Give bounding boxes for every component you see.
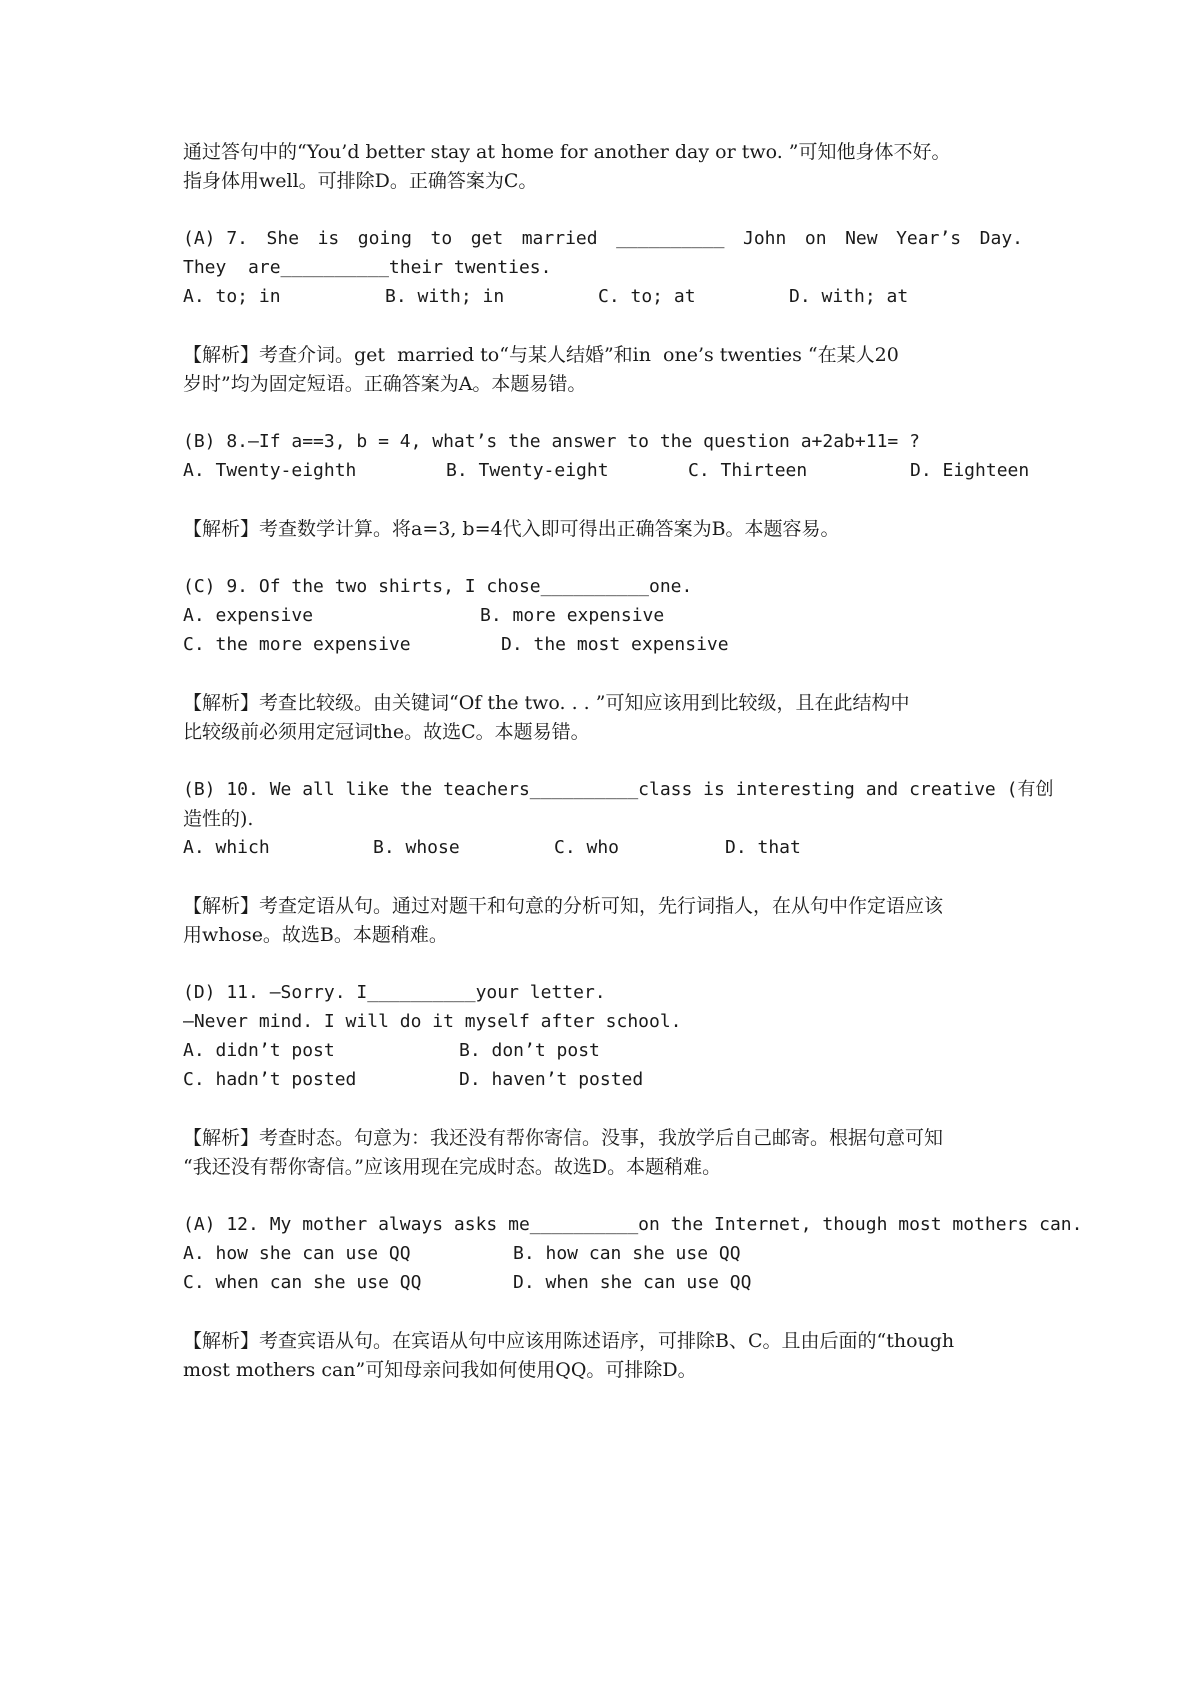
option-d: D. when she can use QQ — [513, 1272, 752, 1293]
option-b: B. don’t post — [459, 1040, 600, 1061]
option-b: B. with; in — [385, 286, 505, 307]
option-d: D. the most expensive — [501, 634, 729, 655]
q7-word: New — [845, 228, 878, 249]
question-11-line-2: —Never mind. I will do it myself after school. — [183, 1011, 682, 1032]
option-b: B. whose — [373, 837, 460, 858]
option-b: B. more expensive — [480, 605, 665, 626]
q7-word: going — [357, 228, 412, 249]
question-9-analysis-2: 比较级前必须用定冠词the。故选C。本题易错。 — [183, 721, 590, 743]
q7-word: __________ — [616, 228, 725, 249]
question-12-analysis-1: 【解析】考查宾语从句。在宾语从句中应该用陈述语序，可排除B、C。且由后面的“though — [183, 1330, 955, 1352]
q7-word: John — [742, 228, 787, 249]
question-8-options — [183, 459, 1030, 483]
q7-word: is — [317, 228, 340, 249]
intro-line-1: 通过答句中的“You’d better stay at home for another day or two. ”可知他身体不好。 — [183, 141, 951, 163]
option-c: C. hadn’t posted — [183, 1069, 357, 1090]
question-8-analysis-1: 【解析】考查数学计算。将a=3, b=4代入即可得出正确答案为B。本题容易。 — [183, 518, 840, 540]
question-10-options — [183, 836, 1023, 860]
q7-word: married — [521, 228, 598, 249]
question-10-analysis-2: 用whose。故选B。本题稍难。 — [183, 924, 448, 946]
q7-word: (A) 7. — [183, 228, 249, 249]
q7-word: Day. — [979, 228, 1023, 249]
question-12-options-row-2 — [183, 1271, 1023, 1295]
question-9-analysis-1: 【解析】考查比较级。由关键词“Of the two. . . ”可知应该用到比较级，且在此结构中 — [183, 692, 910, 714]
question-10-analysis-1: 【解析】考查定语从句。通过对题干和句意的分析可知，先行词指人，在从句中作定语应该 — [183, 895, 944, 917]
question-11-line-1: (D) 11. —Sorry. I__________your letter. — [183, 982, 606, 1003]
question-9-options-row-2 — [183, 633, 1023, 657]
question-7-analysis-1: 【解析】考查介词。get married to“与某人结婚”和in one’s twenties “在某人20 — [183, 344, 899, 366]
question-11-options-row-2 — [183, 1068, 1023, 1092]
option-d: D. Eighteen — [910, 460, 1030, 481]
question-9-line-1: (C) 9. Of the two shirts, I chose__________one. — [183, 576, 693, 597]
option-c: C. when can she use QQ — [183, 1272, 422, 1293]
option-c: C. to; at — [598, 286, 696, 307]
question-10-line-2: 造性的). — [183, 808, 254, 830]
intro-line-2: 指身体用well。可排除D。正确答案为C。 — [183, 170, 538, 192]
question-7-analysis-2: 岁时”均为固定短语。正确答案为A。本题易错。 — [183, 373, 587, 395]
question-12-analysis-2: most mothers can”可知母亲问我如何使用QQ。可排除D。 — [183, 1359, 697, 1381]
question-12-options-row-1 — [183, 1242, 1023, 1266]
option-d: D. with; at — [789, 286, 909, 307]
q7-word: get — [470, 228, 504, 249]
option-a: A. how she can use QQ — [183, 1243, 411, 1264]
question-11-analysis-1: 【解析】考查时态。句意为：我还没有帮你寄信。没事，我放学后自己邮寄。根据句意可知 — [183, 1127, 944, 1149]
option-b: B. how can she use QQ — [513, 1243, 741, 1264]
question-9-options-row-1 — [183, 604, 1023, 628]
q7-word: on — [804, 228, 827, 249]
q7-word: She — [266, 228, 300, 249]
question-11-analysis-2: “我还没有帮你寄信。”应该用现在完成时态。故选D。本题稍难。 — [183, 1156, 722, 1178]
option-c: C. the more expensive — [183, 634, 411, 655]
option-a: A. Twenty-eighth — [183, 460, 357, 481]
option-a: A. which — [183, 837, 270, 858]
question-7-options — [183, 285, 1023, 309]
question-7-line-1 — [183, 227, 1023, 251]
option-b: B. Twenty-eight — [446, 460, 609, 481]
option-a: A. didn’t post — [183, 1040, 335, 1061]
option-c: C. who — [554, 837, 620, 858]
question-11-options-row-1 — [183, 1039, 1023, 1063]
option-a: A. expensive — [183, 605, 314, 626]
option-a: A. to; in — [183, 286, 281, 307]
option-d: D. that — [725, 837, 801, 858]
option-d: D. haven’t posted — [459, 1069, 644, 1090]
question-7-line-2: They are__________their twenties. — [183, 257, 552, 278]
q7-word: to — [430, 228, 453, 249]
question-12-line-1: (A) 12. My mother always asks me__________on the Internet, though most mothers can. — [183, 1214, 1083, 1235]
question-8-line-1: (B) 8.—If a==3, b = 4, what’s the answer to the question a+2ab+11= ? — [183, 431, 920, 452]
question-10-line-1: (B) 10. We all like the teachers__________class is interesting and creative (有创 — [183, 779, 1054, 800]
option-c: C. Thirteen — [688, 460, 808, 481]
q7-word: Year’s — [896, 228, 962, 249]
